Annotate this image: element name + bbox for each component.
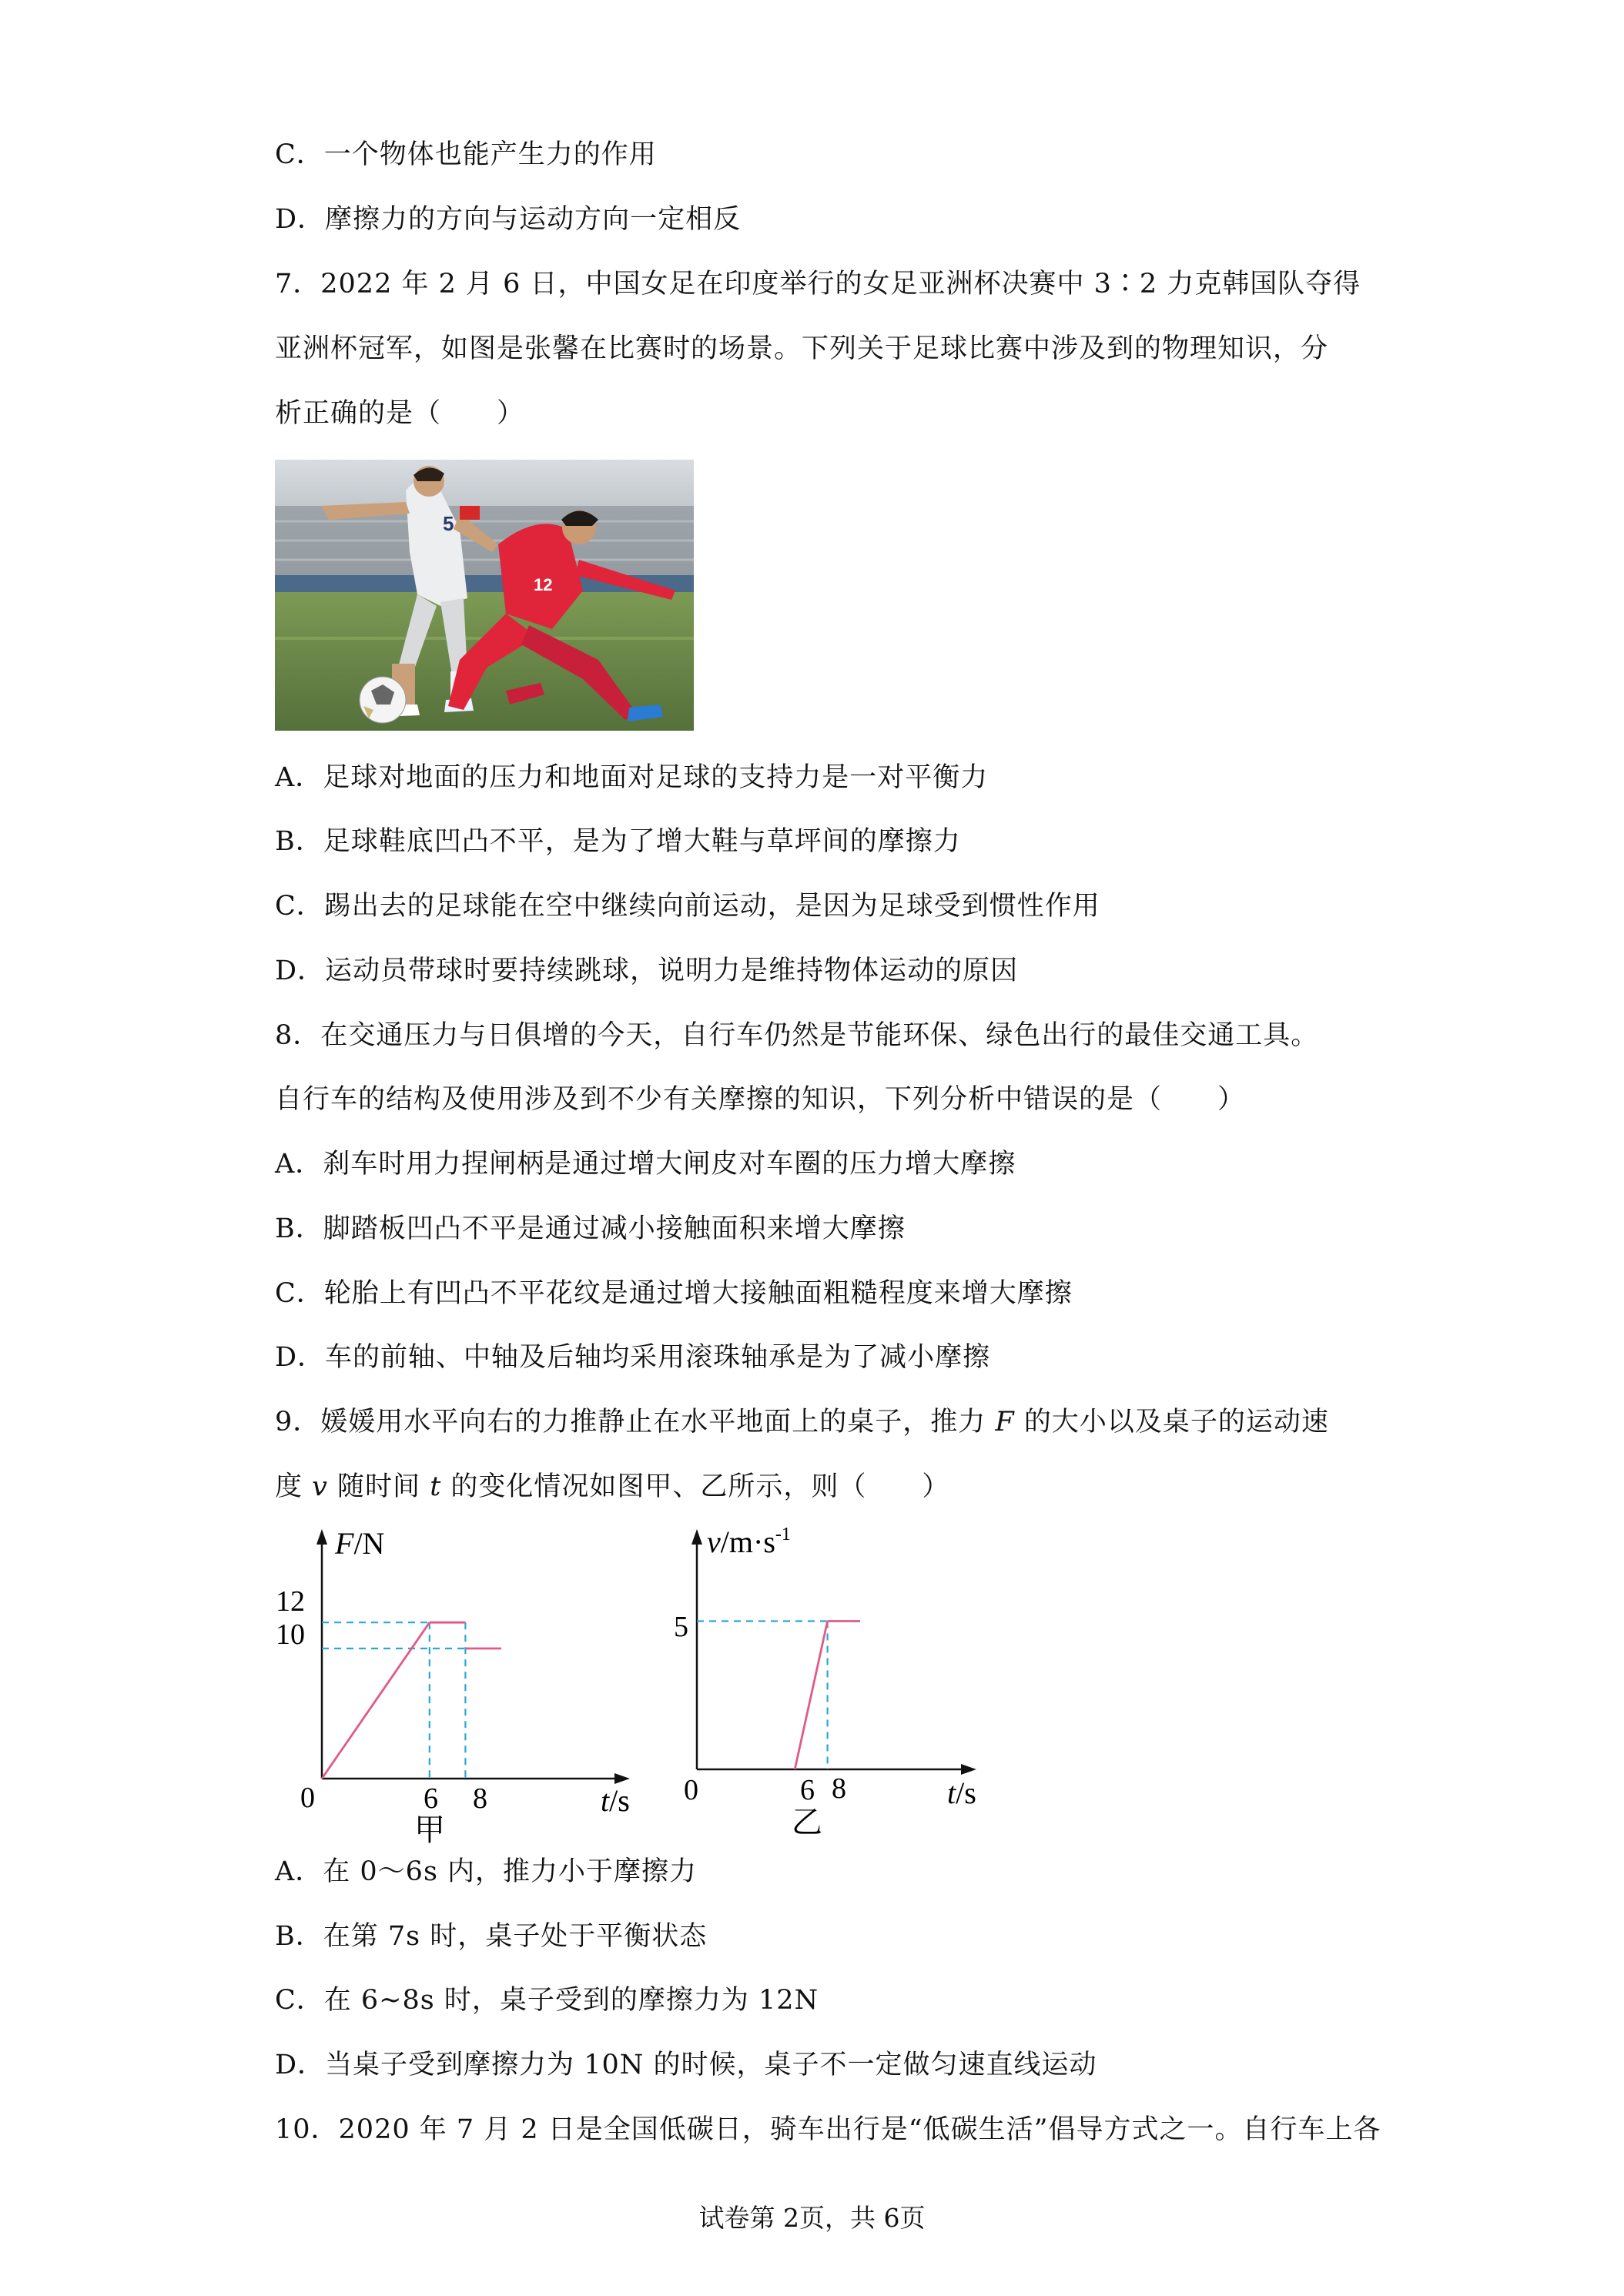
yi-xtick-6: 6 <box>800 1774 815 1806</box>
yi-y-label: $v/m\cdot s^{-1}$ <box>707 1525 791 1559</box>
white-jersey-number: 5 <box>443 512 454 535</box>
option-d-q7: D．运动员带球时要持续跳球，说明力是维持物体运动的原因 <box>275 956 1019 986</box>
option-a-q8: A．刹车时用力捏闸柄是通过增大闸皮对车圈的压力增大摩擦 <box>275 1149 1016 1180</box>
question-7-line-3: 析正确的是（ ） <box>275 398 525 429</box>
red-jersey-number: 12 <box>534 575 553 594</box>
yi-origin: 0 <box>684 1774 698 1806</box>
jia-graph-segment <box>322 1622 430 1779</box>
yi-x-label: t/s <box>947 1776 976 1810</box>
question-9-line-2: 度 v 随时间 t 的变化情况如图甲、乙所示，则（ ） <box>275 1471 950 1502</box>
option-b-q7: B．足球鞋底凹凸不平，是为了增大鞋与草坪间的摩擦力 <box>275 826 961 857</box>
jia-ytick-10: 10 <box>276 1618 305 1651</box>
jia-origin: 0 <box>300 1782 315 1814</box>
option-c-q6: C．一个物体也能产生力的作用 <box>275 139 657 170</box>
option-a-q9: A．在 0～6s 内，推力小于摩擦力 <box>275 1856 698 1887</box>
jia-x-label: t/s <box>601 1783 630 1818</box>
question-8-line-2: 自行车的结构及使用涉及到不少有关摩擦的知识，下列分析中错误的是（ ） <box>275 1084 1246 1115</box>
soccer-ball-icon <box>360 677 406 723</box>
option-d-q9: D．当桌子受到摩擦力为 10N 的时候，桌子不一定做匀速直线运动 <box>275 2050 1097 2080</box>
option-b-q8: B．脚踏板凹凸不平是通过减小接触面积来增大摩擦 <box>275 1213 906 1244</box>
yi-ytick-5: 5 <box>674 1611 688 1643</box>
yi-x-arrow-icon <box>961 1764 976 1775</box>
page-footer: 试卷第 2页，共 6页 <box>698 2203 926 2233</box>
question-9-line-1: 9．媛媛用水平向右的力推静止在水平地面上的桌子，推力 F 的大小以及桌子的运动速 <box>275 1407 1329 1438</box>
option-a-q7: A．足球对地面的压力和地面对足球的支持力是一对平衡力 <box>275 762 989 793</box>
option-c-q9: C．在 6~8s 时，桌子受到的摩擦力为 12N <box>275 1985 819 2016</box>
graph-yi <box>662 1525 1001 1848</box>
yi-graph-segment <box>795 1622 827 1770</box>
option-c-q7: C．踢出去的足球能在空中继续向前运动，是因为足球受到惯性作用 <box>275 891 1100 922</box>
yi-y-arrow-icon <box>691 1529 702 1545</box>
option-b-q9: B．在第 7s 时，桌子处于平衡状态 <box>275 1921 708 1952</box>
jia-y-label: F/N <box>335 1526 385 1561</box>
question-10-line-1: 10．2020 年 7 月 2 日是全国低碳日，骑车出行是“低碳生活”倡导方式之一。自行车上各 <box>275 2114 1381 2145</box>
soccer-match-photo <box>275 460 694 731</box>
graph-jia <box>270 1525 639 1848</box>
option-c-q8: C．轮胎上有凹凸不平花纹是通过增大接触面粗糙程度来增大摩擦 <box>275 1278 1073 1309</box>
jia-ytick-12: 12 <box>276 1585 305 1618</box>
yi-caption: 乙 <box>792 1805 822 1839</box>
jia-xtick-8: 8 <box>473 1782 487 1815</box>
question-7-line-1: 7．2022 年 2 月 6 日，中国女足在印度举行的女足亚洲杯决赛中 3∶2 力克韩国队夺得 <box>275 269 1361 300</box>
jia-xtick-6: 6 <box>424 1782 438 1815</box>
option-d-q8: D．车的前轴、中轴及后轴均采用滚珠轴承是为了减小摩擦 <box>275 1342 991 1373</box>
question-8-line-1: 8．在交通压力与日俱增的今天，自行车仍然是节能环保、绿色出行的最佳交通工具。 <box>275 1020 1319 1051</box>
question-7-line-2: 亚洲杯冠军，如图是张馨在比赛时的场景。下列关于足球比赛中涉及到的物理知识，分 <box>275 333 1329 364</box>
option-d-q6: D．摩擦力的方向与运动方向一定相反 <box>275 204 742 235</box>
jia-y-arrow-icon <box>316 1529 327 1545</box>
jia-x-arrow-icon <box>614 1773 630 1784</box>
yi-xtick-8: 8 <box>832 1772 846 1805</box>
jia-caption: 甲 <box>414 1812 445 1847</box>
